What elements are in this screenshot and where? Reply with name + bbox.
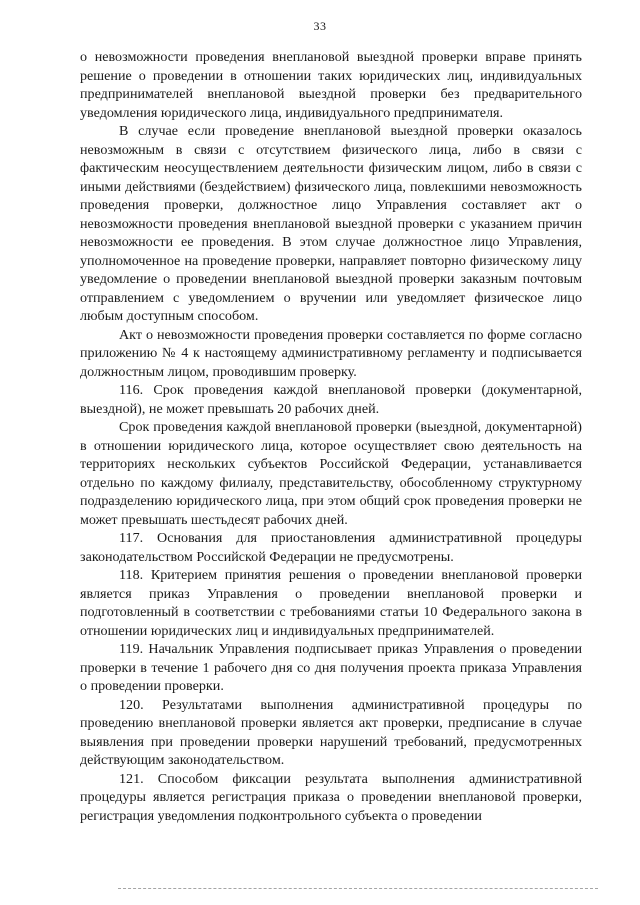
document-body xyxy=(80,48,582,825)
paragraph-117: 117. Основания для приостановления административной процедуры законодательством Российской Федерации не предусмотрены. xyxy=(80,530,582,565)
paragraph-120: 120. Результатами выполнения административной процедуры по проведению внеплановой проверки является акт проверки, предписание в случае выявления при проведении проверки нарушений требований, предусмотренных действующим законодательством. xyxy=(80,696,582,768)
paragraph-inspection-impossible: В случае если проведение внеплановой выездной проверки оказалось невозможным в связи с отсутствием физического лица, либо в связи с фактическим неосуществлением деятельности физическим лицом, либо в связи с иными действиями (бездействием) физического лица, повлекшими невозможность проведения проверки, должностное лицо Управления составляет акт о невозможности проведения внеплановой выездной проверки с указанием причин невозможности ее проведения. В этом случае должностное лицо Управления, уполномоченное на проведение проверки, направляет повторно физическому лицу уведомление о проведении внеплановой выездной проверки заказным почтовым отправлением с уведомлением о вручении или уведомляет физическое лицо любым доступным способом. xyxy=(80,123,582,324)
scan-edge-line xyxy=(118,888,598,889)
page-number: 33 xyxy=(313,19,327,33)
paragraph-121: 121. Способом фиксации результата выполнения административной процедуры является регистрация приказа о проведении внеплановой проверки, регистрация уведомления подконтрольного субъекта о проведении xyxy=(80,770,582,824)
paragraph-118: 118. Критерием принятия решения о проведении внеплановой проверки является приказ Управления о проведении внеплановой проверки и подготовленный в соответствии с требованиями статьи 10 Федерального закона в отношении юридических лиц и индивидуальных предпринимателей. xyxy=(80,567,582,639)
paragraph-116: 116. Срок проведения каждой внеплановой проверки (документарной, выездной), не может превышать 20 рабочих дней. xyxy=(80,382,582,417)
paragraph-continuation: о невозможности проведения внеплановой выездной проверки вправе принять решение о проведении в отношении таких юридических лиц, индивидуальных предпринимателей внеплановой выездной проверки без предварительного уведомления юридического лица, индивидуального предпринимателя. xyxy=(80,49,582,121)
paragraph-impossibility-act: Акт о невозможности проведения проверки составляется по форме согласно приложению № 4 к настоящему административному регламенту и подписывается должностным лицом, проводившим проверку. xyxy=(80,326,582,380)
paragraph-116-term: Срок проведения каждой внеплановой проверки (выездной, документарной) в отношении юридического лица, которое осуществляет свою деятельность на территориях нескольких субъектов Российской Федерации, устанавливается отдельно по каждому филиалу, представительству, обособленному структурному подразделению юридического лица, при этом общий срок проведения проверки не может превышать шестьдесят рабочих дней. xyxy=(80,419,582,528)
paragraph-119: 119. Начальник Управления подписывает приказ Управления о проведении проверки в течение 1 рабочего дня со дня получения проекта приказа Управления о проведении проверки. xyxy=(80,641,582,694)
